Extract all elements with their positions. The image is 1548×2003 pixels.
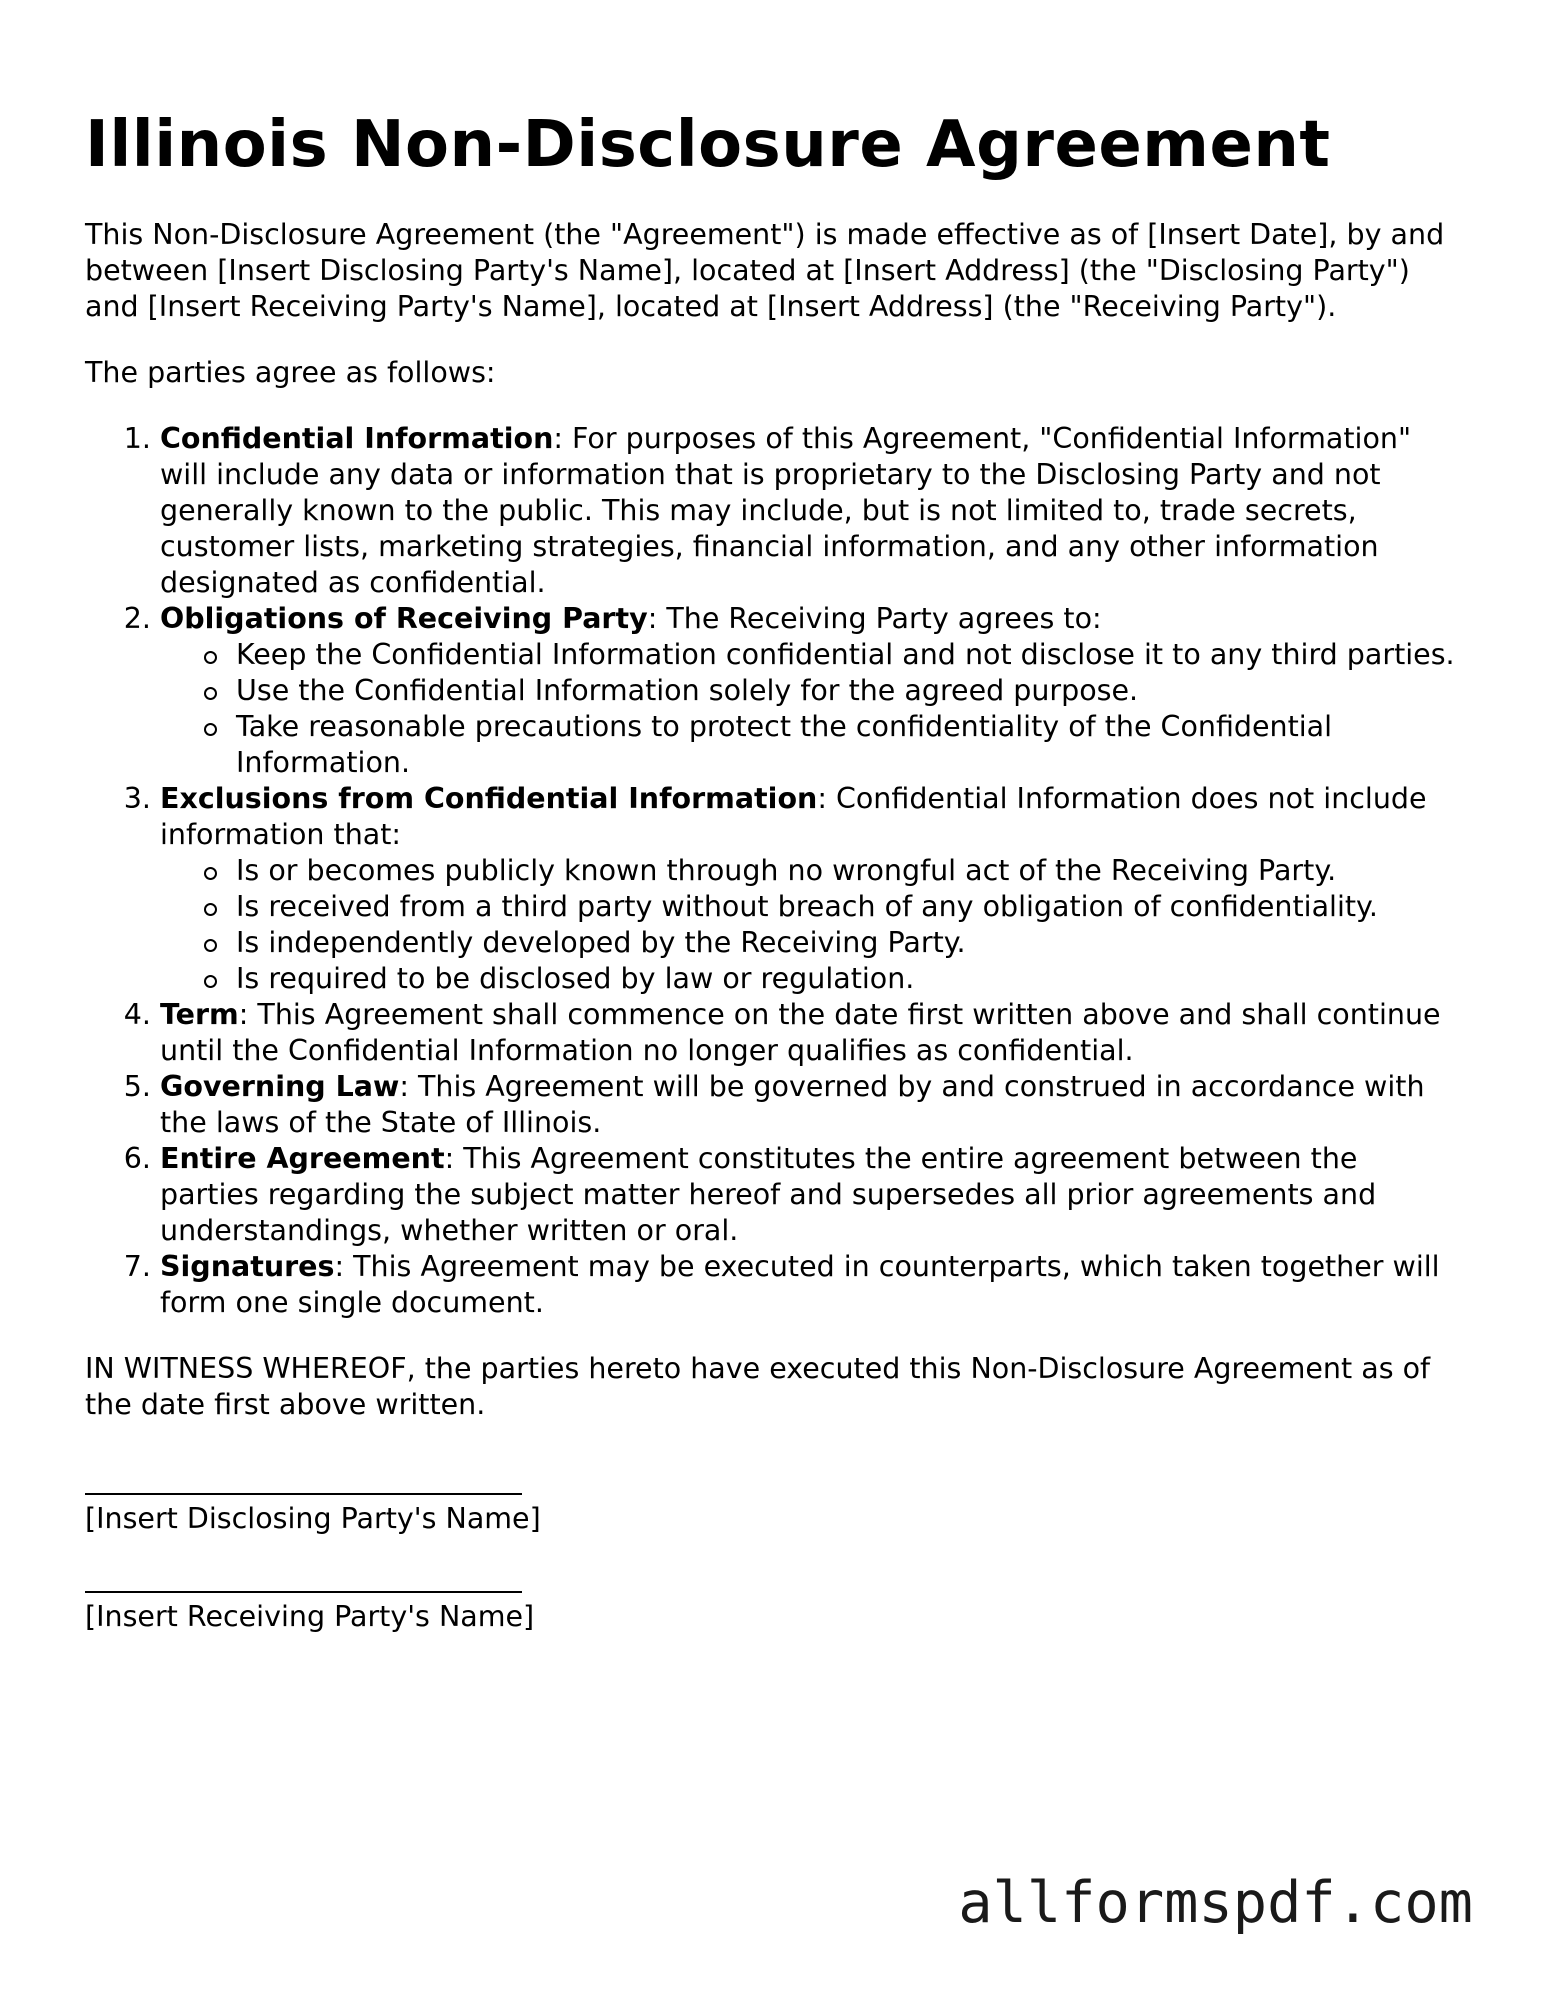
signature-block-receiving bbox=[85, 1571, 1465, 1635]
disclosing-party-name: [Insert Disclosing Party's Name] bbox=[85, 1502, 541, 1535]
section-entire-agreement bbox=[160, 1141, 1465, 1249]
list-item: Is or becomes publicly known through no wrongful act of the Receiving Party. bbox=[236, 853, 1465, 889]
sections-list bbox=[85, 421, 1465, 1321]
section-governing-law bbox=[160, 1069, 1465, 1141]
list-item: Is received from a third party without breach of any obligation of confidentiality. bbox=[236, 889, 1465, 925]
agree-statement: The parties agree as follows: bbox=[85, 356, 496, 389]
section-text: : This Agreement shall commence on the date first written above and shall continue until the Confidential Information no longer qualifies as confidential. bbox=[160, 998, 1441, 1067]
section-confidential-information bbox=[160, 421, 1465, 601]
watermark: allformspdf.com bbox=[958, 1870, 1473, 1936]
receiving-party-name: [Insert Receiving Party's Name] bbox=[85, 1600, 535, 1633]
section-heading: Governing Law bbox=[160, 1070, 400, 1103]
section-term bbox=[160, 997, 1465, 1069]
list-item: Keep the Confidential Information confidential and not disclose it to any third parties. bbox=[236, 637, 1465, 673]
section-heading: Entire Agreement bbox=[160, 1142, 445, 1175]
section-heading: Signatures bbox=[160, 1250, 335, 1283]
list-item: Is required to be disclosed by law or regulation. bbox=[236, 961, 1465, 997]
signature-block-disclosing bbox=[85, 1473, 1465, 1537]
section-text: : Confidential Information does not include information that: bbox=[160, 782, 1427, 851]
section-exclusions bbox=[160, 781, 1465, 997]
document-page bbox=[85, 95, 1465, 1635]
signature-line bbox=[85, 1571, 522, 1593]
section-signatures bbox=[160, 1249, 1465, 1321]
witness-statement: IN WITNESS WHEREOF, the parties hereto have executed this Non-Disclosure Agreement as of the date first above written. bbox=[85, 1352, 1431, 1421]
section-obligations bbox=[160, 601, 1465, 781]
section-text: : The Receiving Party agrees to: bbox=[647, 602, 1102, 635]
obligations-list bbox=[160, 637, 1465, 781]
section-heading: Term bbox=[160, 998, 239, 1031]
list-item: Take reasonable precautions to protect the confidentiality of the Confidential Information. bbox=[236, 709, 1465, 781]
intro-paragraph: This Non-Disclosure Agreement (the "Agreement") is made effective as of [Insert Date], by and between [Insert Disclosing Party's Name], located at [Insert Address] (the "Disclosing Party") and [Insert Receiving Party's Name], located at [Insert Address] (the "Receiving Party"). bbox=[85, 218, 1445, 323]
section-text: : This Agreement constitutes the entire agreement between the parties regarding the subject matter hereof and supersedes all prior agreements and understandings, whether written or oral. bbox=[160, 1142, 1377, 1247]
section-text: : For purposes of this Agreement, "Confidential Information" will include any data or information that is proprietary to the Disclosing Party and not generally known to the public. This may include, but is not limited to, trade secrets, customer lists, marketing strategies, financial information, and any other information designated as confidential. bbox=[160, 422, 1412, 599]
list-item: Use the Confidential Information solely for the agreed purpose. bbox=[236, 673, 1465, 709]
section-text: : This Agreement may be executed in counterparts, which taken together will form one single document. bbox=[160, 1250, 1440, 1319]
section-heading: Exclusions from Confidential Information bbox=[160, 782, 818, 815]
signature-line bbox=[85, 1473, 522, 1495]
section-text: : This Agreement will be governed by and construed in accordance with the laws of the State of Illinois. bbox=[160, 1070, 1425, 1139]
section-heading: Confidential Information bbox=[160, 422, 554, 455]
document-title: Illinois Non-Disclosure Agreement bbox=[85, 108, 1331, 182]
exclusions-list bbox=[160, 853, 1465, 997]
list-item: Is independently developed by the Receiving Party. bbox=[236, 925, 1465, 961]
section-heading: Obligations of Receiving Party bbox=[160, 602, 648, 635]
